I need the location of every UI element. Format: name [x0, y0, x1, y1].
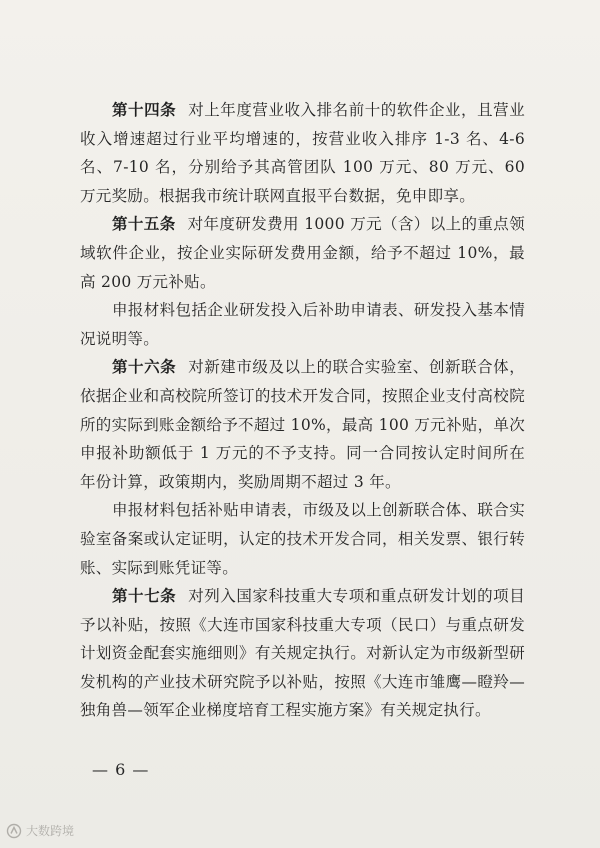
article-16 [80, 353, 525, 496]
article-text: 对列入国家科技重大专项和重点研发计划的项目予以补贴，按照《大连市国家科技重大专项（民口）与重点研发计划资金配套实施细则》有关规定执行。对新认定为市级新型研发机构的产业技术研究院予以补贴，按照《大连市雏鹰—瞪羚—独角兽—领军企业梯度培育工程实施方案》有关规定执行。 [80, 587, 525, 720]
article-15 [80, 210, 525, 296]
paragraph-text: 申报材料包括补贴申请表，市级及以上创新联合体、联合实验室备案或认定证明，认定的技术开发合同，相关发票、银行转账、实际到账凭证等。 [80, 501, 525, 577]
watermark-text: 大数跨境 [26, 824, 75, 838]
page-number: — 6 — [92, 760, 150, 779]
article-15-materials [80, 296, 525, 353]
paragraph-text: 申报材料包括企业研发投入后补助申请表、研发投入基本情况说明等。 [80, 301, 525, 348]
article-heading: 第十五条 [112, 215, 176, 234]
watermark [6, 822, 74, 839]
article-heading: 第十六条 [112, 358, 177, 377]
article-16-materials [80, 496, 525, 582]
article-text: 对新建市级及以上的联合实验室、创新联合体，依据企业和高校院所签订的技术开发合同，按照企业支付高校院所的实际到账金额给予不超过 10%，最高 100 万元补贴，单次申报补助额低于 1 万元的不予支持。同一合同按认定时间所在年份计算，政策期内，奖励周期不超过 3 年。 [80, 358, 525, 491]
article-heading: 第十七条 [112, 587, 177, 606]
article-text: 对上年度营业收入排名前十的软件企业，且营业收入增速超过行业平均增速的，按营业收入排序 1-3 名、4-6 名、7-10 名，分别给予其高管团队 100 万元、80 万元、60 万元奖励。根据我市统计联网直报平台数据，免申即享。 [80, 101, 525, 205]
article-heading: 第十四条 [112, 101, 177, 119]
article-text: 对年度研发费用 1000 万元（含）以上的重点领域软件企业，按企业实际研发费用金额，给予不超过 10%，最高 200 万元补贴。 [80, 215, 525, 291]
article-14 [80, 96, 525, 210]
brand-logo-icon [6, 823, 22, 839]
body-text [80, 96, 525, 725]
article-17 [80, 582, 525, 725]
